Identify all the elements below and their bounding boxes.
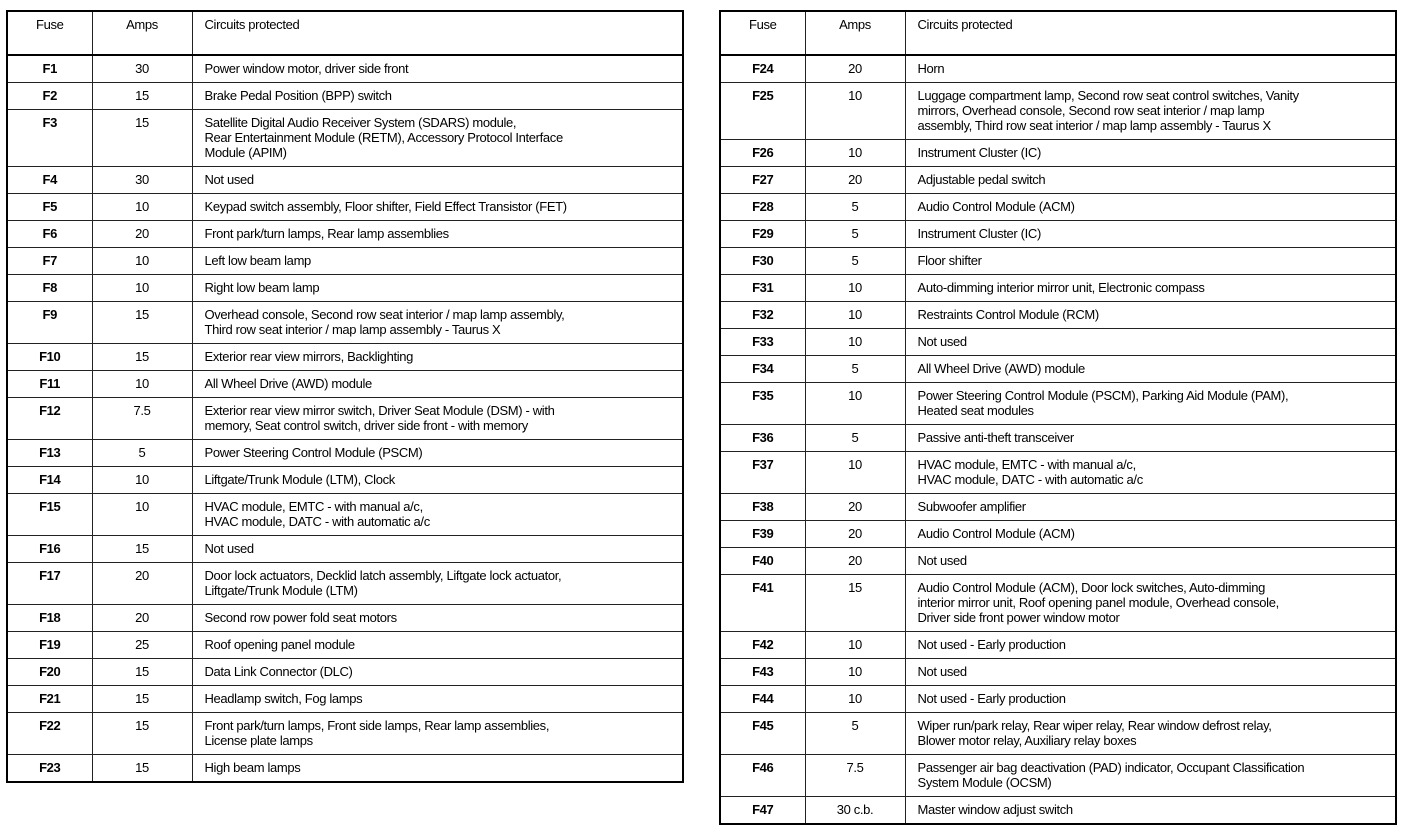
circuits-cell: Left low beam lamp — [192, 248, 683, 275]
table-row — [7, 632, 683, 659]
circuits-cell: Not used - Early production — [905, 686, 1396, 713]
circuits-cell: High beam lamps — [192, 755, 683, 783]
fuse-cell: F25 — [720, 83, 805, 140]
circuits-cell: All Wheel Drive (AWD) module — [192, 371, 683, 398]
table-row — [7, 536, 683, 563]
fuse-cell: F27 — [720, 167, 805, 194]
table-row — [720, 329, 1396, 356]
fuse-cell: F1 — [7, 55, 92, 83]
amps-cell: 10 — [805, 659, 905, 686]
circuits-cell: Luggage compartment lamp, Second row seat control switches, Vanity mirrors, Overhead console, Second row seat interior / map lamp assembly, Third row seat interior / map lamp assembly - Taurus X — [905, 83, 1396, 140]
fuse-cell: F2 — [7, 83, 92, 110]
circuits-cell: Passive anti-theft transceiver — [905, 425, 1396, 452]
amps-cell: 10 — [805, 632, 905, 659]
table-row — [720, 632, 1396, 659]
amps-cell: 20 — [805, 55, 905, 83]
amps-cell: 10 — [92, 248, 192, 275]
table-row — [7, 302, 683, 344]
fuse-cell: F42 — [720, 632, 805, 659]
table-row — [7, 344, 683, 371]
amps-cell: 25 — [92, 632, 192, 659]
circuits-cell: Exterior rear view mirror switch, Driver Seat Module (DSM) - with memory, Seat control switch, driver side front - with memory — [192, 398, 683, 440]
fuse-cell: F41 — [720, 575, 805, 632]
table-row — [7, 659, 683, 686]
table-row — [720, 494, 1396, 521]
circuits-cell: Master window adjust switch — [905, 797, 1396, 825]
table-row — [7, 248, 683, 275]
amps-cell: 20 — [92, 563, 192, 605]
circuits-cell: Horn — [905, 55, 1396, 83]
circuits-cell: Audio Control Module (ACM) — [905, 194, 1396, 221]
fuse-cell: F44 — [720, 686, 805, 713]
table-row — [720, 452, 1396, 494]
table-row — [720, 659, 1396, 686]
table-row — [7, 275, 683, 302]
amps-cell: 5 — [805, 425, 905, 452]
header-circuits: Circuits protected — [905, 11, 1396, 55]
fuse-cell: F38 — [720, 494, 805, 521]
table-row — [7, 194, 683, 221]
amps-cell: 5 — [805, 356, 905, 383]
amps-cell: 15 — [92, 344, 192, 371]
circuits-cell: Restraints Control Module (RCM) — [905, 302, 1396, 329]
amps-cell: 10 — [805, 302, 905, 329]
amps-cell: 15 — [805, 575, 905, 632]
table-row — [7, 440, 683, 467]
table-row — [720, 194, 1396, 221]
fuse-cell: F18 — [7, 605, 92, 632]
circuits-cell: Roof opening panel module — [192, 632, 683, 659]
table-row — [7, 494, 683, 536]
header-amps: Amps — [92, 11, 192, 55]
amps-cell: 5 — [92, 440, 192, 467]
circuits-cell: Not used — [905, 548, 1396, 575]
table-row — [7, 167, 683, 194]
table-row — [720, 548, 1396, 575]
fuse-cell: F43 — [720, 659, 805, 686]
circuits-cell: Audio Control Module (ACM), Door lock switches, Auto-dimming interior mirror unit, Roof opening panel module, Overhead console, Driver side front power window motor — [905, 575, 1396, 632]
circuits-cell: Instrument Cluster (IC) — [905, 140, 1396, 167]
amps-cell: 10 — [92, 494, 192, 536]
fuse-cell: F3 — [7, 110, 92, 167]
fuse-cell: F8 — [7, 275, 92, 302]
fuse-cell: F12 — [7, 398, 92, 440]
table-row — [7, 755, 683, 783]
circuits-cell: Adjustable pedal switch — [905, 167, 1396, 194]
amps-cell: 20 — [92, 221, 192, 248]
circuits-cell: All Wheel Drive (AWD) module — [905, 356, 1396, 383]
circuits-cell: Power window motor, driver side front — [192, 55, 683, 83]
circuits-cell: Not used - Early production — [905, 632, 1396, 659]
amps-cell: 30 c.b. — [805, 797, 905, 825]
table-row — [720, 521, 1396, 548]
table-row — [720, 55, 1396, 83]
table-row — [720, 755, 1396, 797]
fuse-cell: F19 — [7, 632, 92, 659]
table-row — [720, 140, 1396, 167]
circuits-cell: Exterior rear view mirrors, Backlighting — [192, 344, 683, 371]
amps-cell: 10 — [92, 467, 192, 494]
amps-cell: 10 — [92, 194, 192, 221]
fuse-cell: F15 — [7, 494, 92, 536]
circuits-cell: Brake Pedal Position (BPP) switch — [192, 83, 683, 110]
amps-cell: 10 — [805, 140, 905, 167]
fuse-cell: F40 — [720, 548, 805, 575]
fuse-cell: F11 — [7, 371, 92, 398]
table-row — [7, 55, 683, 83]
circuits-cell: Second row power fold seat motors — [192, 605, 683, 632]
fuse-cell: F21 — [7, 686, 92, 713]
circuits-cell: Keypad switch assembly, Floor shifter, Field Effect Transistor (FET) — [192, 194, 683, 221]
amps-cell: 10 — [92, 275, 192, 302]
table-row — [720, 713, 1396, 755]
amps-cell: 5 — [805, 713, 905, 755]
amps-cell: 10 — [92, 371, 192, 398]
circuits-cell: Not used — [192, 536, 683, 563]
amps-cell: 15 — [92, 110, 192, 167]
header-fuse: Fuse — [720, 11, 805, 55]
table-row — [7, 221, 683, 248]
table-row — [720, 167, 1396, 194]
circuits-cell: Front park/turn lamps, Front side lamps, Rear lamp assemblies, License plate lamps — [192, 713, 683, 755]
amps-cell: 10 — [805, 452, 905, 494]
amps-cell: 7.5 — [92, 398, 192, 440]
fuse-cell: F31 — [720, 275, 805, 302]
fuse-cell: F39 — [720, 521, 805, 548]
amps-cell: 10 — [805, 329, 905, 356]
amps-cell: 10 — [805, 83, 905, 140]
fuse-cell: F29 — [720, 221, 805, 248]
circuits-cell: Overhead console, Second row seat interior / map lamp assembly, Third row seat interior / map lamp assembly - Taurus X — [192, 302, 683, 344]
amps-cell: 15 — [92, 755, 192, 783]
amps-cell: 20 — [92, 605, 192, 632]
table-row — [7, 686, 683, 713]
fuse-cell: F36 — [720, 425, 805, 452]
circuits-cell: Instrument Cluster (IC) — [905, 221, 1396, 248]
header-amps: Amps — [805, 11, 905, 55]
fuse-cell: F10 — [7, 344, 92, 371]
table-row — [720, 575, 1396, 632]
amps-cell: 10 — [805, 686, 905, 713]
header-circuits: Circuits protected — [192, 11, 683, 55]
circuits-cell: Not used — [905, 329, 1396, 356]
amps-cell: 20 — [805, 521, 905, 548]
table-row — [7, 605, 683, 632]
table-row — [7, 467, 683, 494]
fuse-cell: F13 — [7, 440, 92, 467]
circuits-cell: Power Steering Control Module (PSCM) — [192, 440, 683, 467]
amps-cell: 15 — [92, 659, 192, 686]
amps-cell: 5 — [805, 248, 905, 275]
fuse-cell: F30 — [720, 248, 805, 275]
table-row — [720, 797, 1396, 825]
circuits-cell: Front park/turn lamps, Rear lamp assemblies — [192, 221, 683, 248]
fuse-cell: F24 — [720, 55, 805, 83]
table-row — [720, 425, 1396, 452]
circuits-cell: Audio Control Module (ACM) — [905, 521, 1396, 548]
circuits-cell: HVAC module, EMTC - with manual a/c, HVAC module, DATC - with automatic a/c — [192, 494, 683, 536]
amps-cell: 15 — [92, 536, 192, 563]
table-row — [7, 398, 683, 440]
table-row — [720, 275, 1396, 302]
amps-cell: 15 — [92, 302, 192, 344]
table-row — [720, 221, 1396, 248]
amps-cell: 30 — [92, 167, 192, 194]
table-row — [720, 383, 1396, 425]
circuits-cell: Right low beam lamp — [192, 275, 683, 302]
fuse-cell: F5 — [7, 194, 92, 221]
fuse-table-left — [6, 10, 684, 783]
table-row — [720, 356, 1396, 383]
fuse-cell: F32 — [720, 302, 805, 329]
fuse-table-right — [719, 10, 1397, 825]
fuse-cell: F46 — [720, 755, 805, 797]
fuse-cell: F4 — [7, 167, 92, 194]
fuse-cell: F35 — [720, 383, 805, 425]
amps-cell: 15 — [92, 686, 192, 713]
circuits-cell: Liftgate/Trunk Module (LTM), Clock — [192, 467, 683, 494]
fuse-cell: F16 — [7, 536, 92, 563]
circuits-cell: Not used — [192, 167, 683, 194]
table-row — [720, 248, 1396, 275]
fuse-cell: F26 — [720, 140, 805, 167]
amps-cell: 15 — [92, 713, 192, 755]
amps-cell: 5 — [805, 194, 905, 221]
table-row — [720, 686, 1396, 713]
table-row — [7, 713, 683, 755]
amps-cell: 5 — [805, 221, 905, 248]
table-row — [7, 83, 683, 110]
table-row — [720, 302, 1396, 329]
circuits-cell: HVAC module, EMTC - with manual a/c, HVAC module, DATC - with automatic a/c — [905, 452, 1396, 494]
amps-cell: 7.5 — [805, 755, 905, 797]
fuse-cell: F45 — [720, 713, 805, 755]
fuse-cell: F9 — [7, 302, 92, 344]
table-row — [7, 371, 683, 398]
fuse-cell: F23 — [7, 755, 92, 783]
amps-cell: 15 — [92, 83, 192, 110]
table-row — [7, 563, 683, 605]
amps-cell: 10 — [805, 275, 905, 302]
table-row — [7, 110, 683, 167]
table-header-row — [720, 11, 1396, 55]
amps-cell: 20 — [805, 548, 905, 575]
circuits-cell: Not used — [905, 659, 1396, 686]
fuse-cell: F37 — [720, 452, 805, 494]
fuse-cell: F34 — [720, 356, 805, 383]
circuits-cell: Headlamp switch, Fog lamps — [192, 686, 683, 713]
table-header-row — [7, 11, 683, 55]
circuits-cell: Data Link Connector (DLC) — [192, 659, 683, 686]
amps-cell: 30 — [92, 55, 192, 83]
fuse-cell: F47 — [720, 797, 805, 825]
fuse-cell: F6 — [7, 221, 92, 248]
fuse-cell: F7 — [7, 248, 92, 275]
fuse-cell: F20 — [7, 659, 92, 686]
circuits-cell: Power Steering Control Module (PSCM), Parking Aid Module (PAM), Heated seat modules — [905, 383, 1396, 425]
fuse-cell: F33 — [720, 329, 805, 356]
amps-cell: 20 — [805, 167, 905, 194]
circuits-cell: Wiper run/park relay, Rear wiper relay, Rear window defrost relay, Blower motor relay, Auxiliary relay boxes — [905, 713, 1396, 755]
amps-cell: 20 — [805, 494, 905, 521]
circuits-cell: Door lock actuators, Decklid latch assembly, Liftgate lock actuator, Liftgate/Trunk Module (LTM) — [192, 563, 683, 605]
amps-cell: 10 — [805, 383, 905, 425]
table-row — [720, 83, 1396, 140]
circuits-cell: Passenger air bag deactivation (PAD) indicator, Occupant Classification System Module (OCSM) — [905, 755, 1396, 797]
fuse-cell: F14 — [7, 467, 92, 494]
circuits-cell: Subwoofer amplifier — [905, 494, 1396, 521]
fuse-cell: F28 — [720, 194, 805, 221]
circuits-cell: Satellite Digital Audio Receiver System (SDARS) module, Rear Entertainment Module (RETM), Accessory Protocol Interface Module (APIM) — [192, 110, 683, 167]
circuits-cell: Floor shifter — [905, 248, 1396, 275]
fuse-cell: F22 — [7, 713, 92, 755]
fuse-cell: F17 — [7, 563, 92, 605]
circuits-cell: Auto-dimming interior mirror unit, Electronic compass — [905, 275, 1396, 302]
header-fuse: Fuse — [7, 11, 92, 55]
